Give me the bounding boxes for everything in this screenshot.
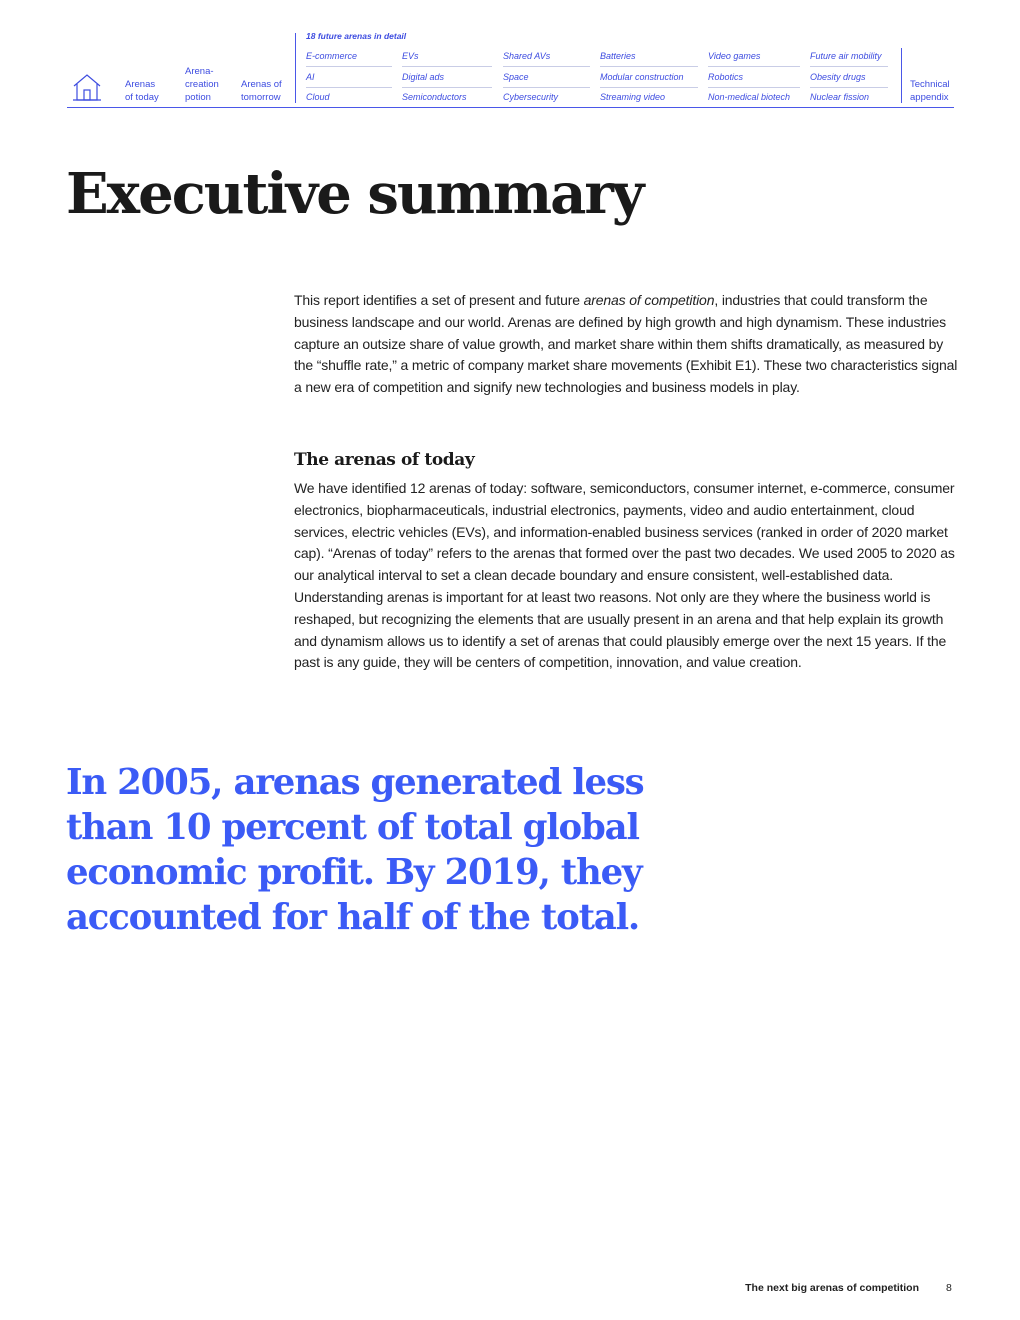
arena-robotics[interactable]: Robotics [708, 72, 744, 82]
nav-arenas-of-tomorrow-line-2: tomorrow [241, 92, 281, 103]
future-arenas-title: 18 future arenas in detail [306, 31, 407, 41]
arena-separator [503, 87, 590, 88]
arena-digital-ads[interactable]: Digital ads [402, 72, 445, 82]
arena-separator [600, 66, 698, 67]
nav-baseline [67, 107, 954, 108]
intro-paragraph [294, 290, 959, 399]
arena-non-medical-biotech[interactable]: Non-medical biotech [708, 92, 791, 102]
arena-obesity-drugs[interactable]: Obesity drugs [810, 72, 866, 82]
arena-evs[interactable]: EVs [402, 51, 419, 61]
pull-quote: In 2005, arenas generated less than 10 percent of total global economic profit. By 2019, they accounted for half of the total. [66, 762, 644, 938]
nav-arenas-of-today-line-1: Arenas [125, 79, 156, 90]
arena-space[interactable]: Space [503, 72, 529, 82]
arena-cybersecurity[interactable]: Cybersecurity [503, 92, 559, 102]
intro-emphasis: arenas of competition [583, 292, 715, 308]
section-paragraph: We have identified 12 arenas of today: software, semiconductors, consumer internet, e-commerce, consumer electronics, biopharmaceuticals, industrial electronics, payments, video and audio entertainment, cloud services, electric vehicles (EVs), and information-enabled business services (ranked in order of 2020 market cap). “Arenas of today” refers to the arenas that formed over the past two decades. We used 2005 to 2020 as our analytical interval to set a clean decade boundary and ensure consistent, well-established data. Understanding arenas is important for at least two reasons. Not only are they where the business world is reshaped, but recognizing the elements that are usually present in an arena and that help explain its growth and dynamism allows us to identify a set of arenas that could plausibly emerge over the next 15 years. If the past is any guide, they will be centers of competition, innovation, and value creation. [294, 480, 955, 671]
arena-nuclear-fission[interactable]: Nuclear fission [810, 92, 870, 102]
nav-arenas-of-tomorrow[interactable] [241, 78, 282, 104]
nav-arenas-of-today[interactable] [125, 78, 159, 104]
arena-cloud[interactable]: Cloud [306, 92, 330, 102]
nav-arena-creation-line-2: creation [185, 79, 219, 90]
nav-arena-creation-line-1: Arena- [185, 66, 214, 77]
arena-separator [402, 87, 492, 88]
home-icon[interactable] [72, 73, 102, 101]
arena-e-commerce[interactable]: E-commerce [306, 51, 358, 61]
arena-separator [503, 66, 590, 67]
arena-separator [306, 66, 392, 67]
arena-separator [306, 87, 392, 88]
nav-arenas-of-tomorrow-line-1: Arenas of [241, 79, 282, 90]
nav-technical-appendix[interactable] [910, 78, 950, 104]
nav-appendix-line-1: Technical [910, 79, 950, 90]
page-number: 8 [946, 1282, 952, 1294]
arena-future-air-mobility[interactable]: Future air mobility [810, 51, 882, 61]
arena-separator [708, 87, 800, 88]
arena-streaming-video[interactable]: Streaming video [600, 92, 666, 102]
arena-modular-construction[interactable]: Modular construction [600, 72, 684, 82]
arena-semiconductors[interactable]: Semiconductors [402, 92, 467, 102]
arena-separator [708, 66, 800, 67]
nav-appendix-line-2: appendix [910, 92, 949, 103]
nav-arena-creation-potion[interactable] [185, 65, 219, 104]
nav-arenas-of-today-line-2: of today [125, 92, 159, 103]
arena-separator [402, 66, 492, 67]
section-heading: The arenas of today [294, 450, 475, 470]
footer-report-title: The next big arenas of competition [745, 1282, 919, 1294]
nav-divider-right [901, 48, 902, 103]
arena-ai[interactable]: AI [306, 72, 315, 82]
arena-separator [810, 66, 888, 67]
intro-text-start: This report identifies a set of present and future [294, 292, 584, 308]
intro-text-end: , industries that could transform the business landscape and our world. Arenas are defined by high growth and high dynamism. These industries capture an outsize share of value growth, and market share within them shifts dramatically, as measured by the “shuffle rate,” a metric of company market share movements (Exhibit E1). These two characteristics signal a new era of competition and signify new technologies and business models in play. [294, 292, 958, 396]
arena-video-games[interactable]: Video games [708, 51, 761, 61]
page-title: Executive summary [66, 161, 643, 227]
arena-separator [600, 87, 698, 88]
arena-batteries[interactable]: Batteries [600, 51, 636, 61]
nav-arena-creation-line-3: potion [185, 92, 211, 103]
arena-shared-avs[interactable]: Shared AVs [503, 51, 551, 61]
arena-separator [810, 87, 888, 88]
top-navigation [0, 0, 1020, 112]
nav-divider-left [295, 33, 296, 103]
